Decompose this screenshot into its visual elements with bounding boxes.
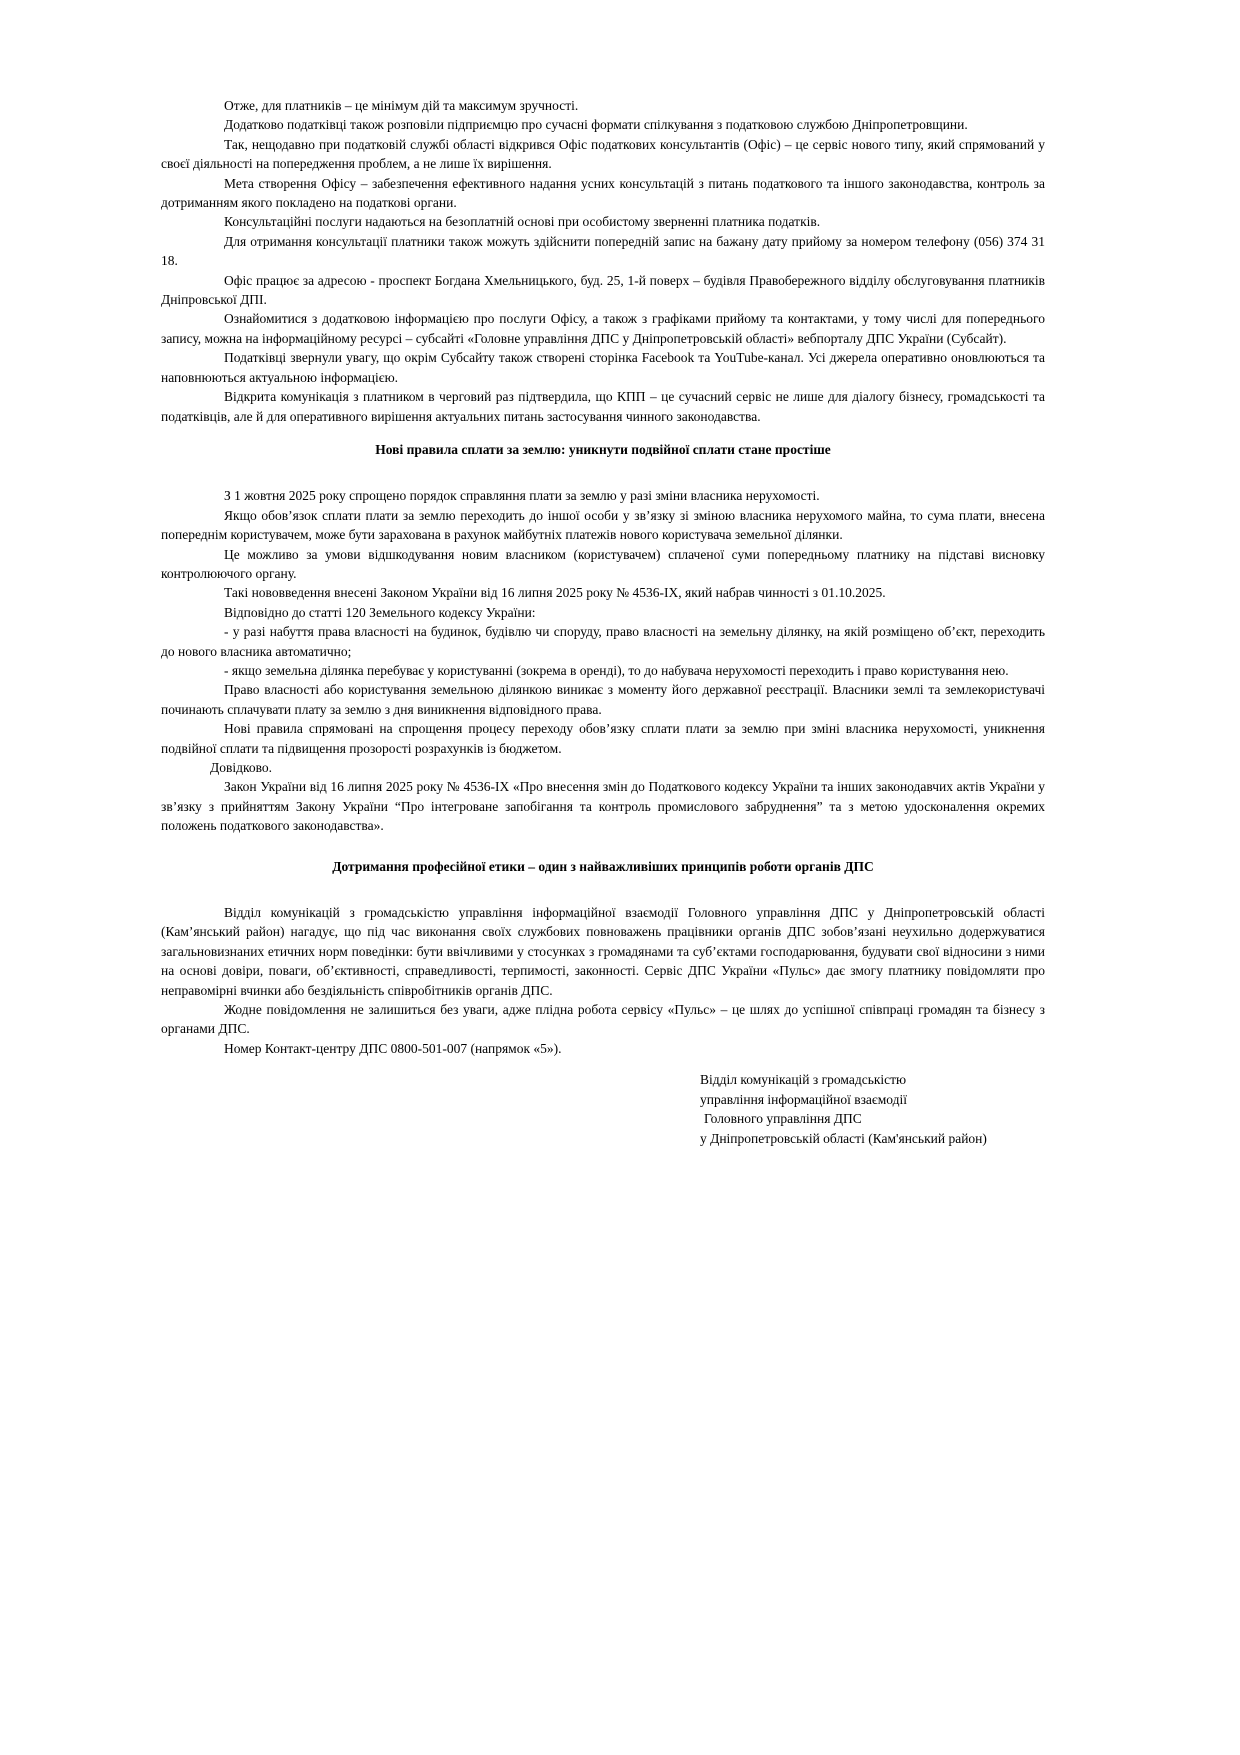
paragraph: Жодне повідомлення не залишиться без уваги, адже плідна робота сервісу «Пульс» – це шлях до успішної співпраці громадян та бізнесу з органами ДПС. bbox=[161, 1002, 1045, 1037]
paragraph: Такі нововведення внесені Законом України від 16 липня 2025 року № 4536-IX, який набрав чинності з 01.10.2025. bbox=[224, 585, 886, 601]
paragraph-reference-note: Довідково. bbox=[210, 760, 272, 775]
paragraph: Ознайомитися з додатковою інформацією про послуги Офісу, а також з графіками прийому та контактами, у тому числі для попереднього запису, можна на інформаційному ресурсі – субсайті «Головне управління ДПС у Дніпропетровській області» вебпорталу ДПС України (Субсайт). bbox=[161, 311, 1045, 346]
paragraph: Це можливо за умови відшкодування новим власником (користувачем) сплаченої суми попередньому платнику на підставі висновку контролюючого органу. bbox=[161, 546, 1045, 581]
paragraph: - якщо земельна ділянка перебуває у користуванні (зокрема в оренді), то до набувача нерухомості переходить і право користування нею. bbox=[224, 662, 1009, 678]
signature-block bbox=[700, 1070, 1045, 1148]
section-heading-professional-ethics: Дотримання професійної етики – один з найважливіших принципів роботи органів ДПС bbox=[332, 858, 874, 874]
paragraph: Нові правила спрямовані на спрощення процесу переходу обов’язку сплати плати за землю при зміні власника нерухомості, уникнення подвійної сплати та підвищення прозорості розрахунків із бюджетом. bbox=[161, 721, 1045, 756]
section-heading-land-payment: Нові правила сплати за землю: уникнути подвійної сплати стане простіше bbox=[375, 441, 831, 457]
document-body bbox=[161, 96, 1045, 1148]
signature-line: управління інформаційної взаємодії bbox=[700, 1091, 907, 1107]
signature-line: Головного управління ДПС bbox=[704, 1111, 862, 1127]
paragraph: - у разі набуття права власності на будинок, будівлю чи споруду, право власності на земельну ділянку, на якій розміщено об’єкт, переходить до нового власника автоматично; bbox=[161, 624, 1045, 659]
paragraph: Податківці звернули увагу, що окрім Субсайту також створені сторінка Facebook та YouTube-канал. Усі джерела оперативно оновлюються та наповнюються актуальною інформацією. bbox=[161, 350, 1045, 385]
signature-line: Відділ комунікацій з громадськістю bbox=[700, 1072, 907, 1088]
paragraph: Офіс працює за адресою - проспект Богдана Хмельницького, буд. 25, 1-й поверх – будівля Правобережного відділу обслуговування платників Дніпровської ДПІ. bbox=[161, 272, 1045, 308]
paragraph: Додатково податківці також розповіли підприємцю про сучасні формати спілкування з податковою службою Дніпропетровщини. bbox=[224, 117, 968, 133]
signature-line: у Дніпропетровській області (Кам'янський район) bbox=[700, 1130, 987, 1146]
paragraph: Мета створення Офісу – забезпечення ефективного надання усних консультацій з питань податкового та іншого законодавства, контроль за дотриманням якого покладено на податкові органи. bbox=[161, 175, 1045, 211]
paragraph: Консультаційні послуги надаються на безоплатній основі при особистому зверненні платника податків. bbox=[224, 214, 821, 230]
paragraph: Отже, для платників – це мінімум дій та максимум зручності. bbox=[224, 98, 579, 113]
paragraph: Для отримання консультації платники також можуть здійснити попередній запис на бажану дату прийому за номером телефону (056) 374 31 18. bbox=[161, 233, 1045, 269]
paragraph: Право власності або користування земельною ділянкою виникає з моменту його державної реєстрації. Власники землі та землекористувачі починають сплачувати плату за землю з дня виникнення відповідного права. bbox=[161, 682, 1045, 717]
paragraph: Якщо обов’язок сплати плати за землю переходить до іншої особи у зв’язку зі зміною власника нерухомого майна, то сума плати, внесена попереднім користувачем, може бути зарахована в рахунок майбутніх платежів нового користувача земельної ділянки. bbox=[161, 507, 1045, 543]
paragraph: Так, нещодавно при податковій службі області відкрився Офіс податкових консультантів (Офіс) – це сервіс нового типу, який спрямований у своєї діяльності на попередження проблем, а не лише їх вирішення. bbox=[161, 136, 1045, 172]
paragraph: Відділ комунікацій з громадськістю управління інформаційної взаємодії Головного управління ДПС у Дніпропетровській області (Кам’янський район) нагадує, що під час виконання своїх службових повноважень працівники органів ДПС зобов’язані неухильно додержуватися загальновизнаних етичних норм поведінки: бути ввічливими у стосунках з громадянами та суб’єктами господарювання, будувати свої відносини з ними на основі довіри, поваги, об’єктивності, справедливості, терпимості, законності. Сервіс ДПС України «Пульс» дає змогу платнику повідомляти про неправомірні вчинки або бездіяльність співробітників органів ДПС. bbox=[161, 905, 1045, 998]
paragraph: Відповідно до статті 120 Земельного кодексу України: bbox=[224, 604, 536, 620]
paragraph: З 1 жовтня 2025 року спрощено порядок справляння плати за землю у разі зміни власника нерухомості. bbox=[224, 488, 820, 504]
paragraph: Номер Контакт-центру ДПС 0800-501-007 (напрямок «5»). bbox=[224, 1040, 562, 1056]
paragraph: Закон України від 16 липня 2025 року № 4536-IX «Про внесення змін до Податкового кодексу України та інших законодавчих актів України у зв’язку з прийняттям Закону України “Про інтегроване запобігання та контроль промислового забруднення” та з метою удосконалення окремих положень податкового законодавства». bbox=[161, 779, 1045, 834]
paragraph: Відкрита комунікація з платником в черговий раз підтвердила, що КПП – це сучасний сервіс не лише для діалогу бізнесу, громадськості та податківців, але й для оперативного вирішення актуальних питань застосування чинного законодавства. bbox=[161, 389, 1045, 424]
